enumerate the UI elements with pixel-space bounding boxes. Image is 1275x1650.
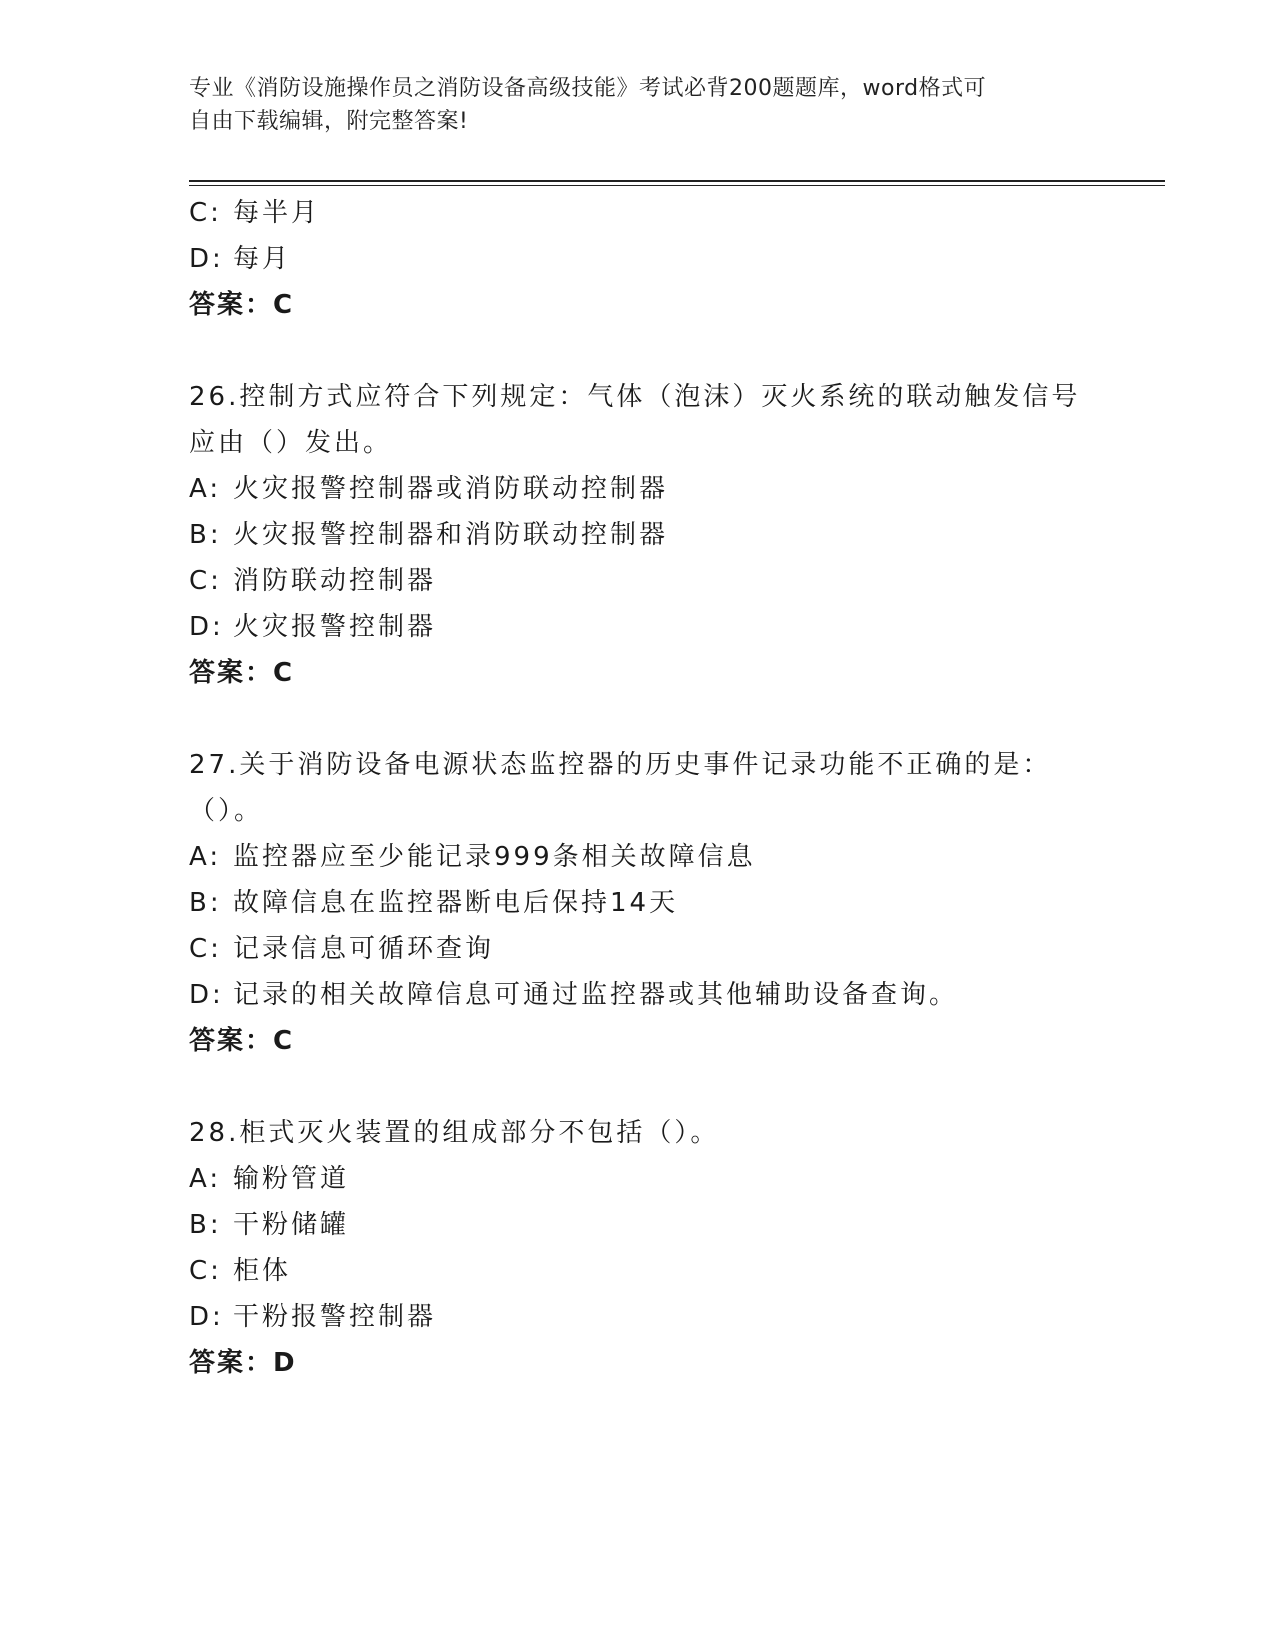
option-text: 记录信息可循环查询 [233,934,495,964]
option-text: 输粉管道 [233,1164,350,1194]
option-text: 火灾报警控制器或消防联动控制器 [233,474,669,504]
question-27 [189,742,1089,1064]
answer-line: 答案：D [189,1348,297,1378]
option-letter: B: [189,1210,222,1240]
option-letter: A: [189,474,222,504]
spacer [189,696,1089,742]
option-a [189,1156,1089,1202]
option-c [189,926,1089,972]
option-a [189,834,1089,880]
option-text: 监控器应至少能记录999条相关故障信息 [233,842,756,872]
option-letter: C: [189,934,222,964]
option-letter: C: [189,198,222,228]
option-a [189,466,1089,512]
option-text: 每半月 [233,198,321,228]
option-text: 记录的相关故障信息可通过监控器或其他辅助设备查询。 [233,980,959,1010]
answer-line: 答案：C [189,658,295,688]
option-letter: C: [189,566,222,596]
spacer [189,1064,1089,1110]
option-letter: B: [189,888,222,918]
option-d [189,1294,1089,1340]
option-text: 每月 [233,244,292,274]
option-letter: A: [189,1164,222,1194]
option-text: 消防联动控制器 [233,566,437,596]
answer-line: 答案：C [189,290,295,320]
question-26 [189,374,1089,696]
question-text: 27.关于消防设备电源状态监控器的历史事件记录功能不正确的是：（）。 [189,750,1052,826]
option-d [189,972,1089,1018]
option-d [189,236,1089,282]
option-letter: D: [189,1302,224,1332]
option-letter: A: [189,842,222,872]
option-letter: D: [189,244,224,274]
question-text: 28.柜式灭火装置的组成部分不包括（）。 [189,1118,720,1148]
answer-line: 答案：C [189,1026,295,1056]
option-letter: B: [189,520,222,550]
option-letter: D: [189,612,224,642]
option-c [189,1248,1089,1294]
option-text: 干粉储罐 [233,1210,350,1240]
option-text: 柜体 [233,1256,292,1286]
option-text: 火灾报警控制器 [233,612,437,642]
carryover-block [189,190,1089,328]
option-b [189,512,1089,558]
question-text: 26.控制方式应符合下列规定：气体（泡沫）灭火系统的联动触发信号应由（）发出。 [189,382,1081,458]
option-text: 火灾报警控制器和消防联动控制器 [233,520,669,550]
option-c [189,190,1089,236]
option-letter: D: [189,980,224,1010]
option-b [189,880,1089,926]
header-divider [189,180,1165,186]
option-letter: C: [189,1256,222,1286]
option-text: 故障信息在监控器断电后保持14天 [233,888,679,918]
option-c [189,558,1089,604]
question-28 [189,1110,1089,1386]
page-header [189,72,1089,138]
option-text: 干粉报警控制器 [233,1302,437,1332]
option-b [189,1202,1089,1248]
spacer [189,328,1089,374]
header-title-line-1: 专业《消防设施操作员之消防设备高级技能》考试必背200题题库，word格式可 [189,76,987,101]
option-d [189,604,1089,650]
header-title-line-2: 自由下载编辑，附完整答案! [189,109,469,134]
document-body [189,190,1089,1386]
